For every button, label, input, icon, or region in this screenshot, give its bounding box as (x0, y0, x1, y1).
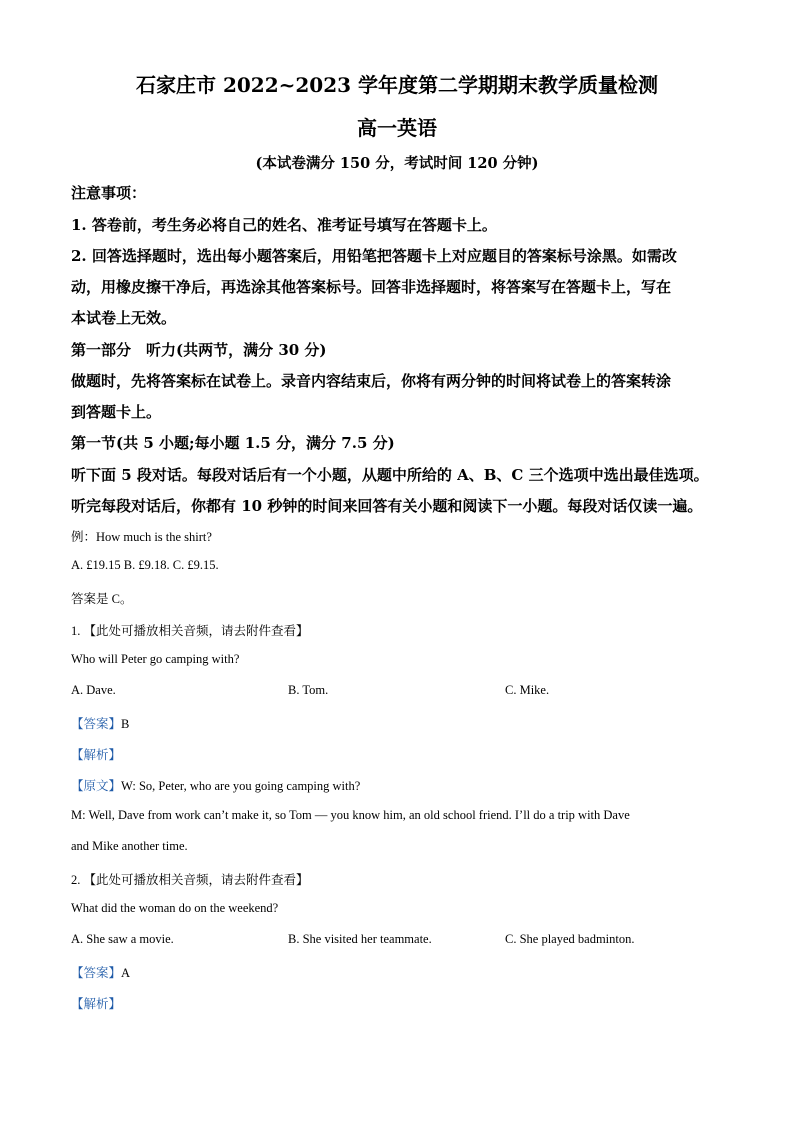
example-question: 例：How much is the shirt? (71, 530, 212, 544)
part1-instruction-line-1: 做题时，先将答案标在试卷上。录音内容结束后，你将有两分钟的时间将试卷上的答案转涂 (71, 372, 672, 390)
q1-original-line-2: M: Well, Dave from work can’t make it, so Tom — you know him, an old school friend. I’ll do a trip with Dave (71, 808, 630, 822)
q1-answer (71, 714, 129, 732)
q1-option-c: C. Mike. (505, 683, 550, 697)
q2-question: What did the woman do on the weekend? (71, 901, 279, 915)
q1-audio-note: 1. 【此处可播放相关音频，请去附件查看】 (71, 624, 309, 638)
q2-option-c: C. She played badminton. (505, 932, 635, 946)
section1-instruction-line-1: 听下面 5 段对话。每段对话后有一个小题，从题中所给的 A、B、C 三个选项中选出最佳选项。 (71, 466, 709, 484)
section1-instruction-line-2: 听完每段对话后，你都有 10 秒钟的时间来回答有关小题和阅读下一小题。每段对话仅读一遍。 (71, 497, 703, 515)
q2-option-b: B. She visited her teammate. (288, 932, 432, 946)
q1-original-line-1 (71, 776, 360, 794)
part1-instruction-line-2: 到答题卡上。 (71, 403, 162, 421)
q1-analysis-tag: 【解析】 (71, 748, 122, 762)
part1-heading: 第一部分 听力(共两节，满分 30 分) (71, 341, 327, 359)
q1-original-text-1: W: So, Peter, who are you going camping with? (121, 779, 361, 793)
answer-tag: 【答案】 (71, 717, 122, 731)
example-answer: 答案是 C。 (71, 592, 133, 606)
notice-item-2-line-3: 本试卷上无效。 (71, 309, 177, 327)
notice-heading: 注意事项： (71, 184, 147, 202)
q2-option-a: A. She saw a movie. (71, 932, 174, 946)
q2-audio-note: 2. 【此处可播放相关音频，请去附件查看】 (71, 873, 309, 887)
exam-subject: 高一英语 (357, 116, 437, 140)
q2-answer (71, 963, 130, 981)
q1-option-b: B. Tom. (288, 683, 329, 697)
exam-note: (本试卷满分 150 分，考试时间 120 分钟) (255, 155, 539, 172)
notice-item-1: 1. 答卷前，考生务必将自己的姓名、准考证号填写在答题卡上。 (71, 216, 497, 234)
section1-heading: 第一节(共 5 小题;每小题 1.5 分，满分 7.5 分) (71, 434, 395, 452)
exam-title: 石家庄市 2022~2023 学年度第二学期期末教学质量检测 (135, 73, 658, 97)
q2-analysis-tag: 【解析】 (71, 997, 122, 1011)
q1-option-a: A. Dave. (71, 683, 116, 697)
q1-question: Who will Peter go camping with? (71, 652, 240, 666)
notice-item-2-line-1: 2. 回答选择题时，选出每小题答案后，用铅笔把答题卡上对应题目的答案标号涂黑。如需改 (71, 247, 677, 265)
example-options: A. £19.15 B. £9.18. C. £9.15. (71, 558, 219, 572)
answer-tag: 【答案】 (71, 966, 122, 980)
q1-original-line-3: and Mike another time. (71, 839, 188, 853)
q2-answer-value: A (121, 966, 131, 980)
q1-answer-value: B (121, 717, 130, 731)
original-tag: 【原文】 (71, 779, 122, 793)
notice-item-2-line-2: 动，用橡皮擦干净后，再选涂其他答案标号。回答非选择题时，将答案写在答题卡上，写在 (71, 278, 672, 296)
